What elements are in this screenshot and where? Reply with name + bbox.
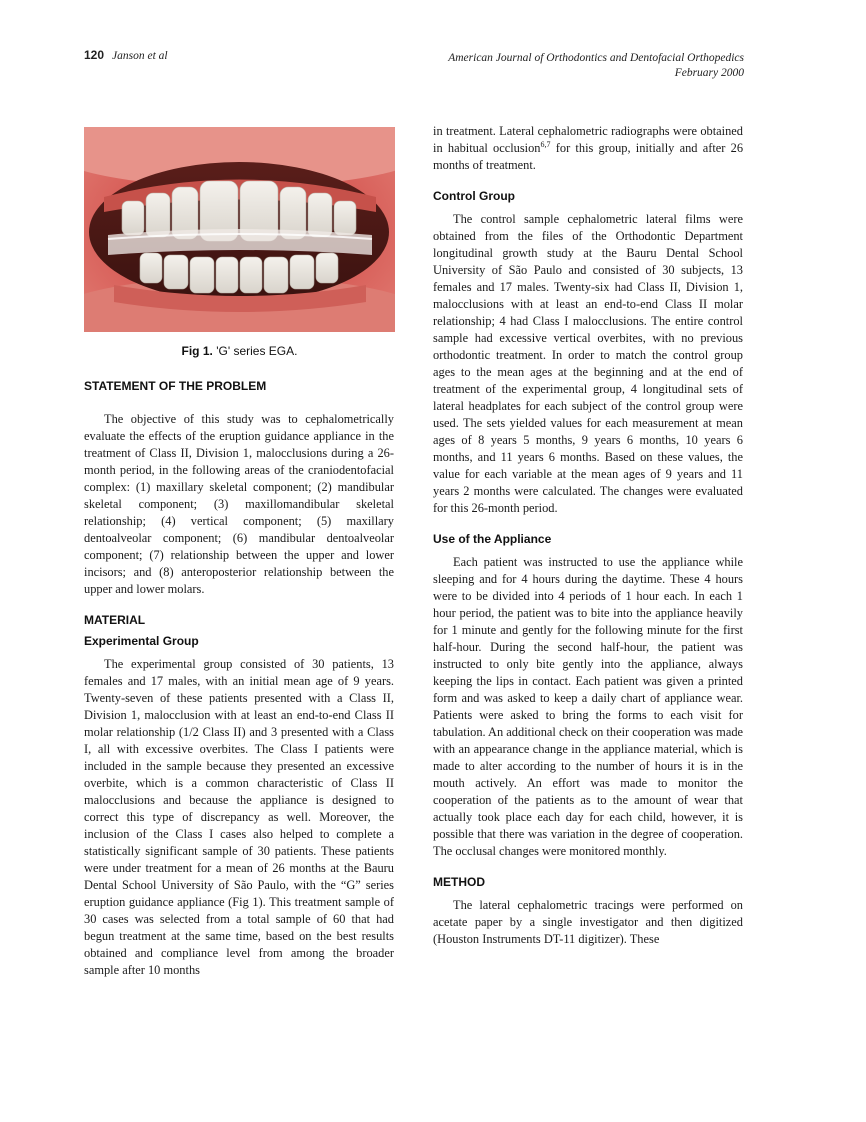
running-header-right: [448, 51, 744, 81]
author-running-head: Janson et al: [112, 50, 168, 62]
appliance-use-heading: Use of the Appliance: [433, 532, 552, 546]
figure-1-caption: [84, 344, 395, 358]
continuation-paragraph: [433, 123, 743, 174]
left-column: [84, 378, 394, 979]
statement-paragraph: The objective of this study was to cephalometrically evaluate the effects of the eruption guidance appliance in the treatment of Class II, Division 1, malocclusions during a 26-month period, in the following areas of the craniodentofacial complex: (1) maxillary skeletal component; (2) mandibular skeletal component; (3) maxillomandibular skeletal relationship; (4) vertical component; (5) maxillary dentoalveolar component; (6) mandibular dentoalveolar component; (7) relationship between the upper and lower incisors; and (8) anteroposterior relationship between the upper and lower molars.: [84, 412, 394, 596]
running-header-left: [84, 48, 168, 62]
appliance-photo: [84, 127, 395, 332]
appliance-paragraph: Each patient was instructed to use the appliance while sleeping and for 4 hours during the daytime. These 4 hours were to be divided into 4 periods of 1 hour each. In each 1 hour period, the patient was to bite into the appliance heavily for 1 minute and gently for the following minute for the first half-hour. During the second half-hour, the patient was instructed to only bite gently into the appliance, always keeping the lips in contact. Each patient was given a printed form and was asked to keep a daily chart of appliance wear. Patients were asked to bring the forms to each visit for tabulation. An additional check on their cooperation was made with an appearance change in the appliance material, which is made to alter according to the number of hours it is in the mouth actively. An effort was made to monitor the cooperation of the patients as to the amount of wear that actually took place each day for each child, however, it is possible that there was variation in the degree of cooperation. The occlusal changes were monitored monthly.: [433, 555, 744, 858]
experimental-paragraph: The experimental group consisted of 30 patients, 13 females and 17 males, with an initial mean age of 9 years. Twenty-seven of these patients presented with a Class II, Division 1, malocclusion with at least an end-to-end Class II molar relationship (1/2 Class II) and 3 presented with a Class I, all with excessive overbites. The Class I patients were included in the sample because they presented an excessive overbite, which is a common characteristic of Class II malocclusions and because the appliance is designed to correct this type of discrepancy as well. Moreover, the inclusion of the Class I cases also helped to complete a statistically significant sample of 30 patients. These patients were under treatment for a mean of 26 months at the Bauru Dental School University of São Paulo, with the “G” series eruption guidance appliance (Fig 1). This treatment sample of 30 cases was selected from a total sample of 60 that had begun treatment at the same time, based on the best results obtained and compliance level from among the broader sample after 10 months: [84, 657, 394, 977]
statement-heading: STATEMENT OF THE PROBLEM: [84, 379, 267, 393]
continuation-text-1: in treatment. Lateral cephalometric radiographs were obtained in habitual occlusion: [433, 124, 743, 155]
page-number: 120: [84, 48, 105, 62]
right-column: [433, 123, 743, 948]
figure-1-photo: [84, 127, 395, 332]
journal-title: American Journal of Orthodontics and Dentofacial Orthopedics: [448, 52, 744, 64]
material-heading: MATERIAL: [84, 613, 146, 627]
method-heading: METHOD: [433, 875, 485, 889]
caption-label: Fig 1.: [181, 344, 213, 358]
reference-superscript: 6,7: [540, 139, 551, 149]
continuation-text-2: for this group, initially and after 26 months of treatment.: [433, 141, 744, 172]
control-paragraph: The control sample cephalometric lateral films were obtained from the files of the Orthodontic Department longitudinal growth study at the Bauru Dental School University of São Paulo and consisted of 30 subjects, 13 females and 17 males. Twenty-six had Class II, Division 1, malocclusions with at least an end-to-end Class II molar relationship; 4 had Class I malocclusions. The entire control sample had excessive vertical overbites, with no previous orthodontic treatment. In order to match the control group ages to the mean ages at the beginning and at the end of treatment of the experimental group, 4 longitudinal sets of lateral headplates for each subject of the control group were used. The sets yielded values for each measurement at mean ages of 8 years 5 months, 9 years 6 months, 10 years 6 months, and 11 years 6 months. Based on these values, the value for each variable at the mean ages of 9 years and 11 years 2 months were calculated. The changes were evaluated for this 26-month period.: [433, 212, 743, 515]
caption-text: 'G' series EGA.: [216, 344, 298, 358]
issue-date: February 2000: [674, 67, 744, 79]
method-paragraph: The lateral cephalometric tracings were performed on acetate paper by a single investigator and then digitized (Houston Instruments DT-11 digitizer). These: [433, 898, 743, 946]
experimental-group-heading: Experimental Group: [84, 634, 199, 648]
control-group-heading: Control Group: [433, 189, 515, 203]
